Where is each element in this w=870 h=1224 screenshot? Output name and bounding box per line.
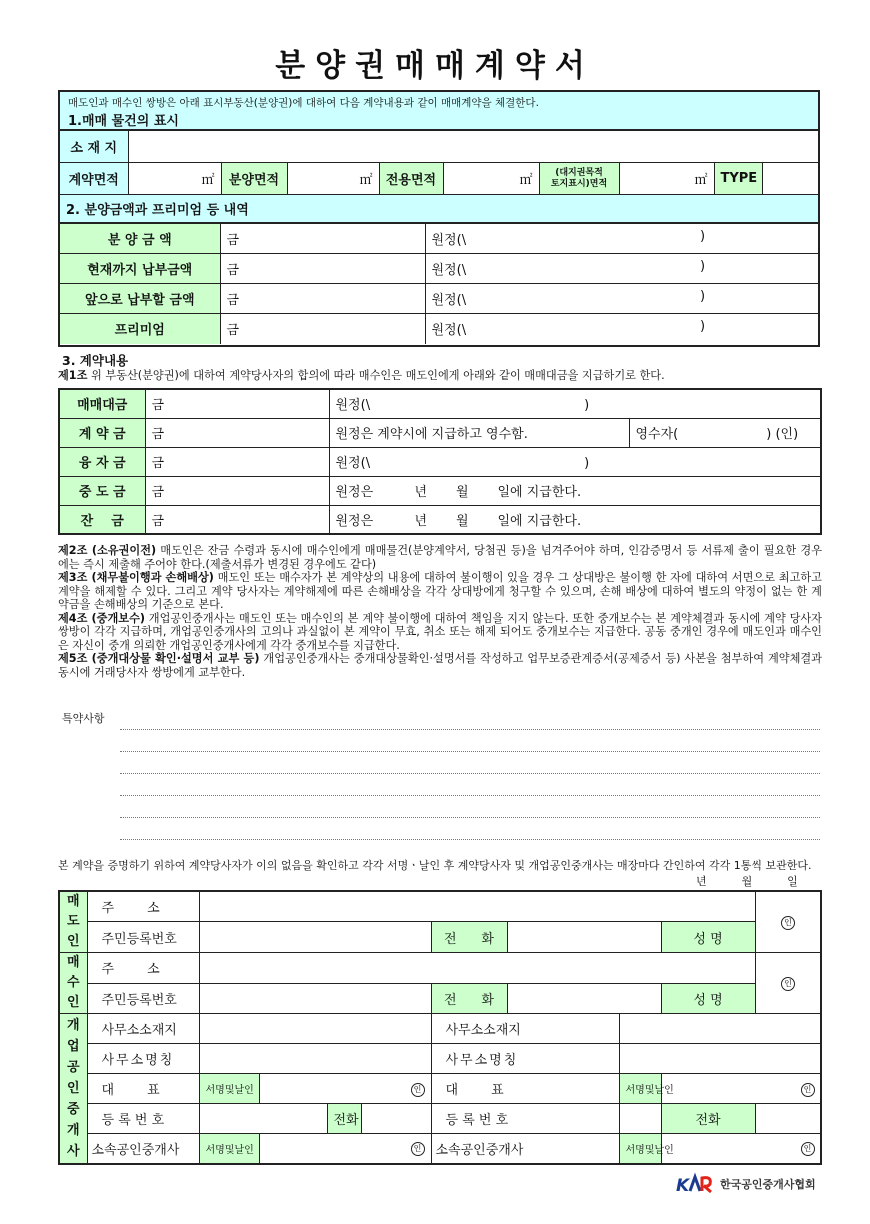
broker1-phone-field[interactable] [361, 1104, 431, 1134]
broker1-phone-label: 전화 [327, 1104, 361, 1134]
amount-field[interactable]: 원정(\ ) [425, 314, 818, 344]
loan-field[interactable]: 원정(\ ) [329, 447, 821, 476]
broker1-office-addr-field[interactable] [199, 1014, 431, 1044]
kar-logo-icon [676, 1173, 716, 1195]
amount-row [60, 314, 818, 344]
amount-row [60, 224, 818, 254]
intro-text: 매도인과 매수인 쌍방은 아래 표시부동산(분양권)에 대하여 다음 계약내용과 같이 매매계약을 체결한다. [68, 97, 539, 109]
article2: 제2조 (소유권이전) 매도인은 잔금 수령과 동시에 매수인에게 매매물건(분양계약서, 당첨권 등)을 넘겨주어야 하며, 인감증명서 등 서류제 출이 필요한 경우에는 즉시 제출해 주어야 한다.(제출서류가 변경된 경우에도 같다) [58, 544, 822, 571]
seller-id-label: 주민등록번호 [87, 922, 199, 953]
broker2-sign-label: 서명및날인 [619, 1074, 661, 1104]
broker2-sign-field[interactable] [661, 1074, 821, 1104]
section2-heading: 2. 분양금액과 프리미엄 등 내역 [60, 195, 818, 223]
page-title: 분양권매매계약서 [275, 48, 595, 84]
middle-prefix: 금 [145, 476, 329, 505]
payment-row-middle [59, 476, 821, 505]
broker2-office-addr-field[interactable] [619, 1014, 821, 1044]
land-area-field[interactable]: ㎡ [619, 163, 714, 195]
logo-text: 한국공인중개사협회 [720, 1178, 816, 1191]
total-label: 매매대금 [59, 389, 145, 418]
property-table [60, 130, 818, 223]
section3-heading: 3. 계약내용 [62, 353, 129, 368]
special-line[interactable] [120, 816, 820, 818]
broker2-agent-seal: 인 [801, 1142, 815, 1156]
amount-row [60, 254, 818, 284]
broker2-office-addr-label: 사무소소재지 [431, 1014, 619, 1044]
broker2-agent-sign-field[interactable] [661, 1134, 821, 1164]
parties-table [58, 890, 822, 1165]
broker2-office-name-field[interactable] [619, 1044, 821, 1074]
buyer-seal: 인 [755, 953, 821, 1014]
payment-row-balance [59, 505, 821, 534]
section1-heading: 1.매매 물건의 표시 [68, 114, 179, 129]
amount-field[interactable]: 원정(\ ) [425, 254, 818, 284]
broker1-rep-label: 대 표 [87, 1074, 199, 1104]
article5: 제5조 (중개대상물 확인·설명서 교부 등) 개업공인중개사는 중개대상물확인·설명서를 작성하고 업무보증관계증서(공제증서 등) 사본을 첨부하여 계약체결과 동시에 거래당사자 쌍방에게 교부한다. [58, 652, 822, 679]
seller-id-field[interactable] [199, 922, 431, 953]
payment-row-loan [59, 447, 821, 476]
broker1-agent-sign-field[interactable] [259, 1134, 431, 1164]
payment-row-total [59, 389, 821, 418]
contract-date[interactable]: 년 월 일 [696, 875, 798, 888]
amount-field[interactable]: 원정(\ ) [425, 224, 818, 254]
amount-row [60, 284, 818, 314]
loan-prefix: 금 [145, 447, 329, 476]
deposit-label: 계 약 금 [59, 418, 145, 447]
middle-field[interactable]: 원정은 년 월 일에 지급한다. [329, 476, 821, 505]
buyer-address-field[interactable] [199, 953, 755, 984]
seller-address-field[interactable] [199, 891, 755, 922]
total-prefix: 금 [145, 389, 329, 418]
seller-label: 매 도 인 [59, 891, 87, 953]
broker1-reg-label: 등 록 번 호 [87, 1104, 199, 1134]
broker2-rep-label: 대 표 [431, 1074, 619, 1104]
exclusive-area-field[interactable]: ㎡ [443, 163, 539, 195]
amount-table [60, 223, 818, 344]
broker2-agent-label: 소속공인중개사 [431, 1134, 619, 1164]
type-label: TYPE [714, 163, 762, 195]
association-logo [676, 1172, 816, 1196]
seller-seal: 인 [755, 891, 821, 953]
sale-area-label: 분양면적 [221, 163, 287, 195]
broker2-phone-label: 전화 [661, 1104, 755, 1134]
article4: 제4조 (중개보수) 개업공인중개사는 매도인 또는 매수인의 본 계약 불이행에 대하여 책임을 지지 않는다. 또한 중개보수는 본 계약체결과 동시에 계약 당사자 쌍방이 각각 지급하며, 개업공인중개사의 고의나 과실없이 본 계약이 무효, 취소 또는 해제 되어도 중개보수는 지급한다. 공동 중개인 경우에 매도인과 매수인은 자신이 중개 의뢰한 개업공인중개사에게 각각 중개보수를 지급한다. [58, 611, 822, 652]
location-label: 소 재 지 [60, 131, 128, 163]
contract-area-label: 계약면적 [60, 163, 128, 195]
broker2-reg-label: 등 록 번 호 [431, 1104, 619, 1134]
sale-area-field[interactable]: ㎡ [287, 163, 379, 195]
buyer-id-label: 주민등록번호 [87, 983, 199, 1014]
svg-text:K: K [676, 1176, 690, 1196]
article3: 제3조 (채무불이행과 손해배상) 매도인 또는 매수자가 본 계약상의 내용에 대하여 불이행이 있을 경우 그 상대방은 불이행 한 자에 대하여 서면으로 최고하고 계약을 해제할 수 있다. 그리고 계약 당사자는 계약해제에 따른 손해배상을 각각 상대방에게 청구할 수 있으며, 손해 배상에 대하여 별도의 약정이 없는 한 계약금을 손해배상의 기준으로 본다. [58, 571, 822, 611]
broker1-sign-field[interactable] [259, 1074, 431, 1104]
special-line[interactable] [120, 838, 820, 840]
amount-prefix: 금 [220, 314, 425, 344]
broker1-sign-label: 서명및날인 [199, 1074, 259, 1104]
buyer-phone-field[interactable] [507, 983, 661, 1014]
land-area-label: (대지권목적 토지표시)면적 [539, 163, 619, 195]
amount-prefix: 금 [220, 224, 425, 254]
receipt-field[interactable]: 영수자( ) (인) [629, 418, 821, 447]
amount-label: 현재까지 납부금액 [60, 254, 220, 284]
broker2-phone-field[interactable] [755, 1104, 821, 1134]
buyer-id-field[interactable] [199, 983, 431, 1014]
special-line[interactable] [120, 728, 820, 730]
amount-label: 앞으로 납부할 금액 [60, 284, 220, 314]
amount-label: 프리미엄 [60, 314, 220, 344]
broker2-agent-sign-label: 서명및날인 [619, 1134, 661, 1164]
buyer-name-label: 성 명 [661, 983, 755, 1014]
amount-label: 분 양 금 액 [60, 224, 220, 254]
amount-prefix: 금 [220, 254, 425, 284]
broker1-seal: 인 [411, 1083, 425, 1097]
special-line[interactable] [120, 772, 820, 774]
articles [58, 544, 822, 679]
amount-prefix: 금 [220, 284, 425, 314]
broker1-reg-field[interactable] [199, 1104, 327, 1134]
buyer-phone-label: 전 화 [431, 983, 507, 1014]
broker1-office-name-field[interactable] [199, 1044, 431, 1074]
buyer-label: 매 수 인 [59, 953, 87, 1014]
special-line[interactable] [120, 794, 820, 796]
special-line[interactable] [120, 750, 820, 752]
special-terms-label: 특약사항 [62, 712, 105, 725]
amount-field[interactable]: 원정(\ ) [425, 284, 818, 314]
seller-phone-field[interactable] [507, 922, 661, 953]
balance-label: 잔 금 [59, 505, 145, 534]
broker1-office-name-label: 사무소명칭 [87, 1044, 199, 1074]
loan-label: 융 자 금 [59, 447, 145, 476]
contract-area-field[interactable]: ㎡ [128, 163, 221, 195]
deposit-field[interactable]: 원정은 계약시에 지급하고 영수함. [329, 418, 629, 447]
seller-name-label: 성 명 [661, 922, 755, 953]
broker1-agent-sign-label: 서명및날인 [199, 1134, 259, 1164]
payment-table [58, 388, 822, 535]
article1: 제1조 위 부동산(분양권)에 대하여 계약당사자의 합의에 따라 매수인은 매도인에게 아래와 같이 매매대금을 지급하기로 한다. [58, 369, 665, 382]
broker1-agent-seal: 인 [411, 1142, 425, 1156]
broker2-reg-field[interactable] [619, 1104, 661, 1134]
property-box [58, 90, 820, 347]
broker2-seal: 인 [801, 1083, 815, 1097]
location-field[interactable] [128, 131, 818, 163]
total-field[interactable]: 원정(\ ) [329, 389, 821, 418]
deposit-prefix: 금 [145, 418, 329, 447]
broker2-office-name-label: 사무소명칭 [431, 1044, 619, 1074]
exclusive-area-label: 전용면적 [379, 163, 443, 195]
balance-prefix: 금 [145, 505, 329, 534]
payment-row-deposit [59, 418, 821, 447]
seller-addr-label: 주 소 [87, 891, 199, 922]
buyer-addr-label: 주 소 [87, 953, 199, 984]
closing-text: 본 계약을 증명하기 위하여 계약당사자가 이의 없음을 확인하고 각각 서명ㆍ날인 후 계약당사자 및 개업공인중개사는 매장마다 간인하여 각각 1통씩 보관한다. [58, 859, 812, 872]
balance-field[interactable]: 원정은 년 월 일에 지급한다. [329, 505, 821, 534]
type-field[interactable] [762, 163, 818, 195]
broker1-agent-label: 소속공인중개사 [87, 1134, 199, 1164]
seller-phone-label: 전 화 [431, 922, 507, 953]
middle-label: 중 도 금 [59, 476, 145, 505]
broker1-office-addr-label: 사무소소재지 [87, 1014, 199, 1044]
broker-label: 개 업 공 인 중 개 사 [59, 1014, 87, 1164]
